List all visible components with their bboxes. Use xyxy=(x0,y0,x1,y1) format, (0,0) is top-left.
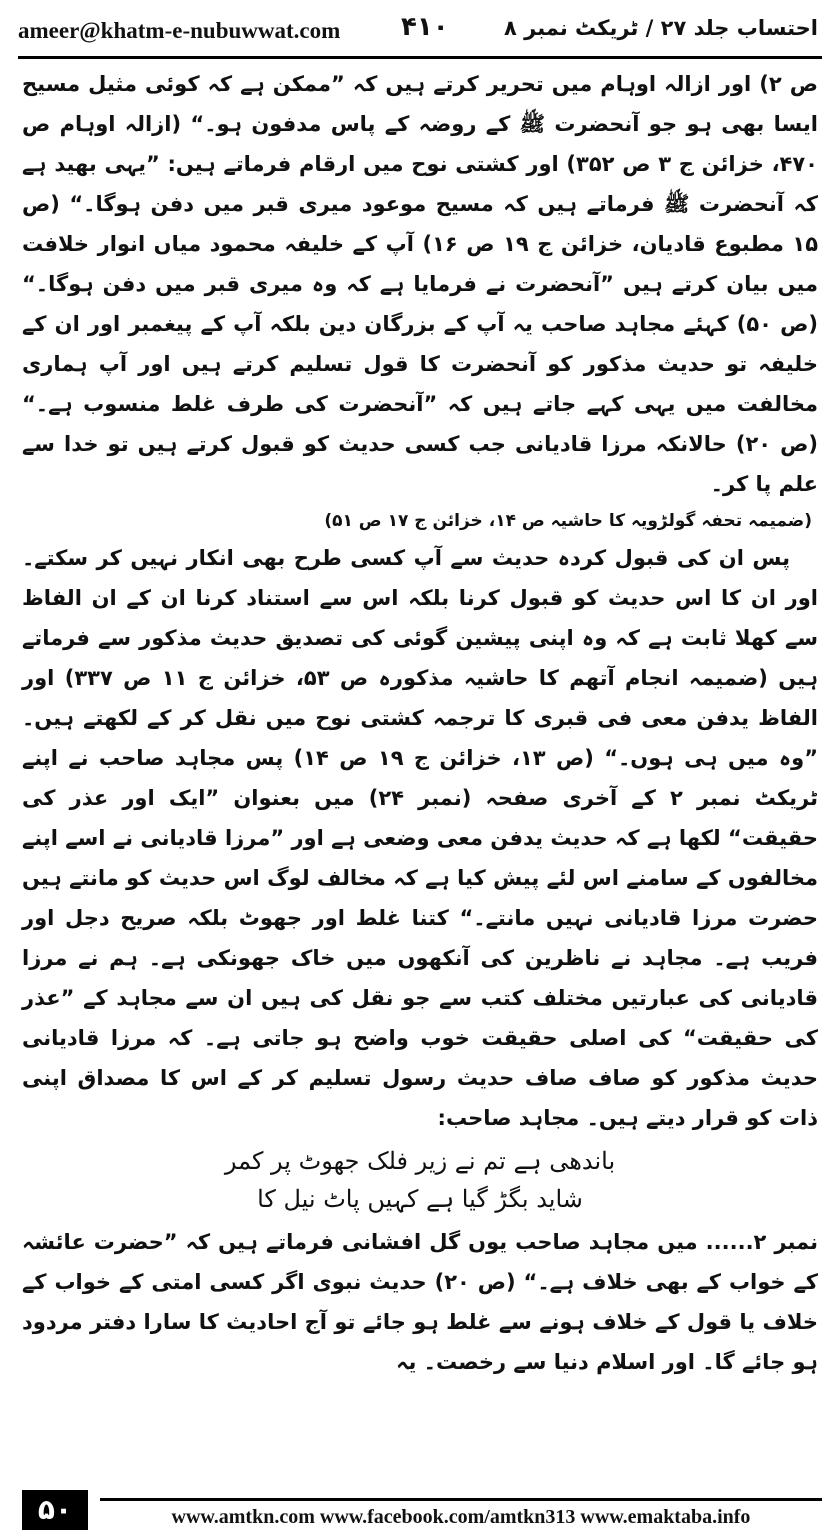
page-footer xyxy=(0,1484,840,1540)
footer-page-badge: ۵۰ xyxy=(22,1490,88,1530)
page-header xyxy=(16,8,824,52)
page-body xyxy=(22,64,818,1382)
header-page-number: ۴۱۰ xyxy=(401,12,449,42)
paragraph-2: پس ان کی قبول کردہ حدیث سے آپ کسی طرح بھی انکار نہیں کر سکتے۔ اور ان کا اس حدیث کو قبول کرنا بلکہ اس سے استناد کرنا ان کے ان الفاظ سے کھلا ثابت ہے کہ وہ اپنی پیشین گوئی کی تصدیق حدیث مذکور سے فرماتے ہیں (ضمیمہ انجام آتھم کا حاشیہ مذکورہ ص ۵۳، خزائن ج ۱۱ ص ۳۳۷) اور الفاظ یدفن معی فی قبری کا ترجمہ کشتی نوح میں نقل کر کے لکھتے ہیں۔ ”وہ میں ہی ہوں۔“ (ص ۱۳، خزائن ج ۱۹ ص ۱۴) پس مجاہد صاحب نے اپنے ٹریکٹ نمبر ۲ کے آخری صفحہ (نمبر ۲۴) میں بعنوان ”ایک اور عذر کی حقیقت“ لکھا ہے کہ حدیث یدفن معی وضعی ہے اور ”مرزا قادیانی نے اسے اپنے مخالفوں کے سامنے اس لئے پیش کیا ہے کہ مخالف لوگ اس حدیث کو مانتے ہیں حضرت مرزا قادیانی نہیں مانتے۔“ کتنا غلط اور جھوٹ بلکہ صریح دجل اور فریب ہے۔ مجاہد نے ناظرین کی آنکھوں میں خاک جھونکی ہے۔ ہم نے مرزا قادیانی کی عبارتیں مختلف کتب سے جو نقل کی ہیں ان سے مجاہد کے ”عذر کی حقیقت“ کی اصلی حقیقت خوب واضح ہو جاتی ہے۔ کہ مرزا قادیانی حدیث مذکور کو صاف صاف حدیث رسول تسلیم کر کے اس کا مصداق اپنی ذات کو قرار دیتے ہیں۔ مجاہد صاحب: xyxy=(22,546,819,1130)
poem-couplet xyxy=(22,1142,818,1218)
poem-line-1: باندھی ہے تم نے زیر فلک جھوٹ پر کمر xyxy=(224,1147,616,1175)
poem-line-2: شاید بگڑ گیا ہے کہیں پاٹ نیل کا xyxy=(257,1185,583,1213)
paragraph-3: نمبر ۲...... میں مجاہد صاحب یوں گل افشانی فرماتے ہیں کہ ”حضرت عائشہ کے خواب کے بھی خلاف ہے۔“ (ص ۲۰) حدیث نبوی اگر کسی امتی کے خواب کے خلاف یا قول کے خلاف ہونے سے غلط ہو جائے تو آج احادیث کا سارا دفتر مردود ہو جائے گا۔ اور اسلام دنیا سے رخصت۔ یہ xyxy=(22,1230,818,1374)
header-email: ameer@khatm-e-nubuwwat.com xyxy=(18,18,341,43)
footer-urls: www.amtkn.com www.facebook.com/amtkn313 www.emaktaba.info xyxy=(171,1506,751,1528)
header-rule xyxy=(18,56,822,59)
header-title: احتساب جلد ۲۷ / ٹریکٹ نمبر ۸ xyxy=(504,16,818,40)
footer-rule xyxy=(100,1498,822,1501)
footnote-reference: (ضمیمہ تحفہ گولڑویہ کا حاشیہ ص ۱۴، خزائن ج ۱۷ ص ۵۱) xyxy=(324,511,812,531)
paragraph-1: ص ۲) اور ازالہ اوہام میں تحریر کرتے ہیں کہ ”ممکن ہے کہ کوئی مثیل مسیح ایسا بھی ہو جو آنحضرت ﷺ کے روضہ کے پاس مدفون ہو۔“ (ازالہ اوہام ص ۴۷۰، خزائن ج ۳ ص ۳۵۲) اور کشتی نوح میں ارقام فرماتے ہیں: ”یہی بھید ہے کہ آنحضرت ﷺ فرماتے ہیں کہ مسیح موعود میری قبر میں دفن ہوگا۔“ (ص ۱۵ مطبوع قادیان، خزائن ج ۱۹ ص ۱۶) آپ کے خلیفہ محمود میاں انوار خلافت میں بیان کرتے ہیں ”آنحضرت نے فرمایا ہے کہ وہ میری قبر میں دفن ہوگا۔“ (ص ۵۰) کہئے مجاہد صاحب یہ آپ کے بزرگان دین بلکہ آپ کے پیغمبر اور ان کے خلیفہ تو حدیث مذکور کو آنحضرت کا قول تسلیم کرتے ہیں اور آپ ہماری مخالفت میں یہی کہے جاتے ہیں کہ ”آنحضرت کی طرف غلط منسوب ہے۔“ (ص ۲۰) حالانکہ مرزا قادیانی جب کسی حدیث کو قبول کرتے ہیں تو خدا سے علم پا کر۔ xyxy=(22,72,819,496)
